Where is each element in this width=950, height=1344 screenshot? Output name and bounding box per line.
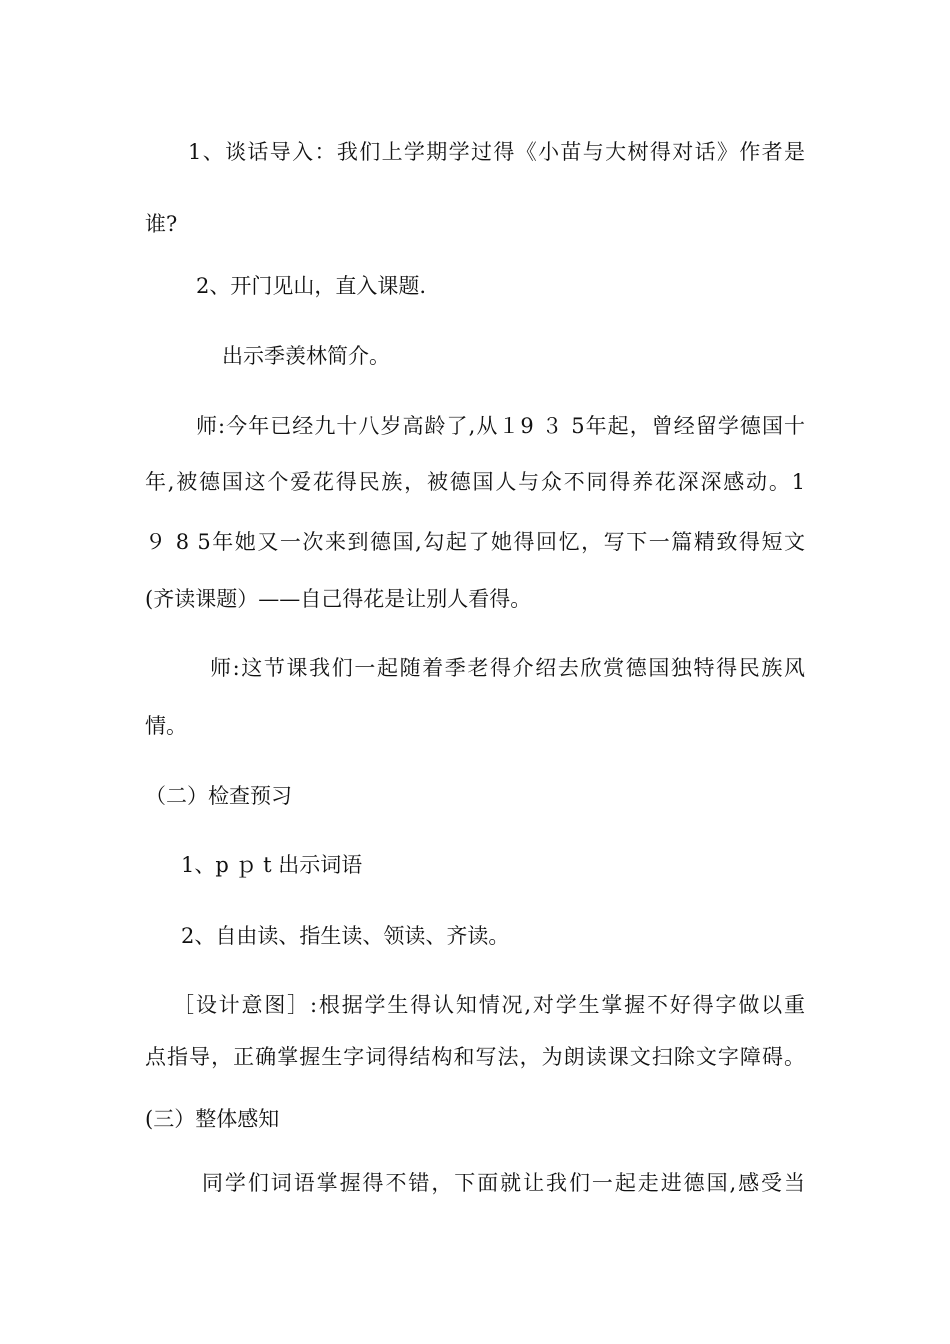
section-heading-preview: （二）检查预习 <box>145 784 292 808</box>
paragraph-line-2: 谁? <box>145 212 178 236</box>
paragraph-line-15: 点指导，正确掌握生字词得结构和写法，为朗读课文扫除文字障碍。 <box>145 1045 805 1069</box>
paragraph-line-13: 2、自由读、指生读、领读、齐读。 <box>181 924 510 948</box>
paragraph-line-7: ９ 8 5年她又一次来到德国,勾起了她得回忆，写下一篇精致得短文 <box>145 530 805 554</box>
paragraph-line-14: ［设计意图］:根据学生得认知情况,对学生掌握不好得字做以重 <box>173 993 805 1017</box>
paragraph-line-9: 师:这节课我们一起随着季老得介绍去欣赏德国独特得民族风 <box>210 656 805 680</box>
paragraph-line-12: 1、p ｐ t 出示词语 <box>181 853 363 877</box>
paragraph-line-6: 年,被德国这个爱花得民族，被德国人与众不同得养花深深感动。1 <box>145 470 805 494</box>
paragraph-line-3: 2、开门见山，直入课题. <box>196 274 427 298</box>
section-heading-overview: (三）整体感知 <box>145 1107 280 1131</box>
paragraph-line-10: 情。 <box>145 714 187 738</box>
paragraph-line-17: 同学们词语掌握得不错，下面就让我们一起走进德国,感受当 <box>202 1171 805 1195</box>
paragraph-line-4: 出示季羡林简介。 <box>222 344 390 368</box>
paragraph-line-8: (齐读课题）——自己得花是让别人看得。 <box>145 587 532 611</box>
paragraph-line-1: 1、谈话导入：我们上学期学过得《小苗与大树得对话》作者是 <box>188 140 805 164</box>
paragraph-line-5: 师:今年已经九十八岁高龄了,从１9 ３ 5年起，曾经留学德国十 <box>196 414 805 438</box>
